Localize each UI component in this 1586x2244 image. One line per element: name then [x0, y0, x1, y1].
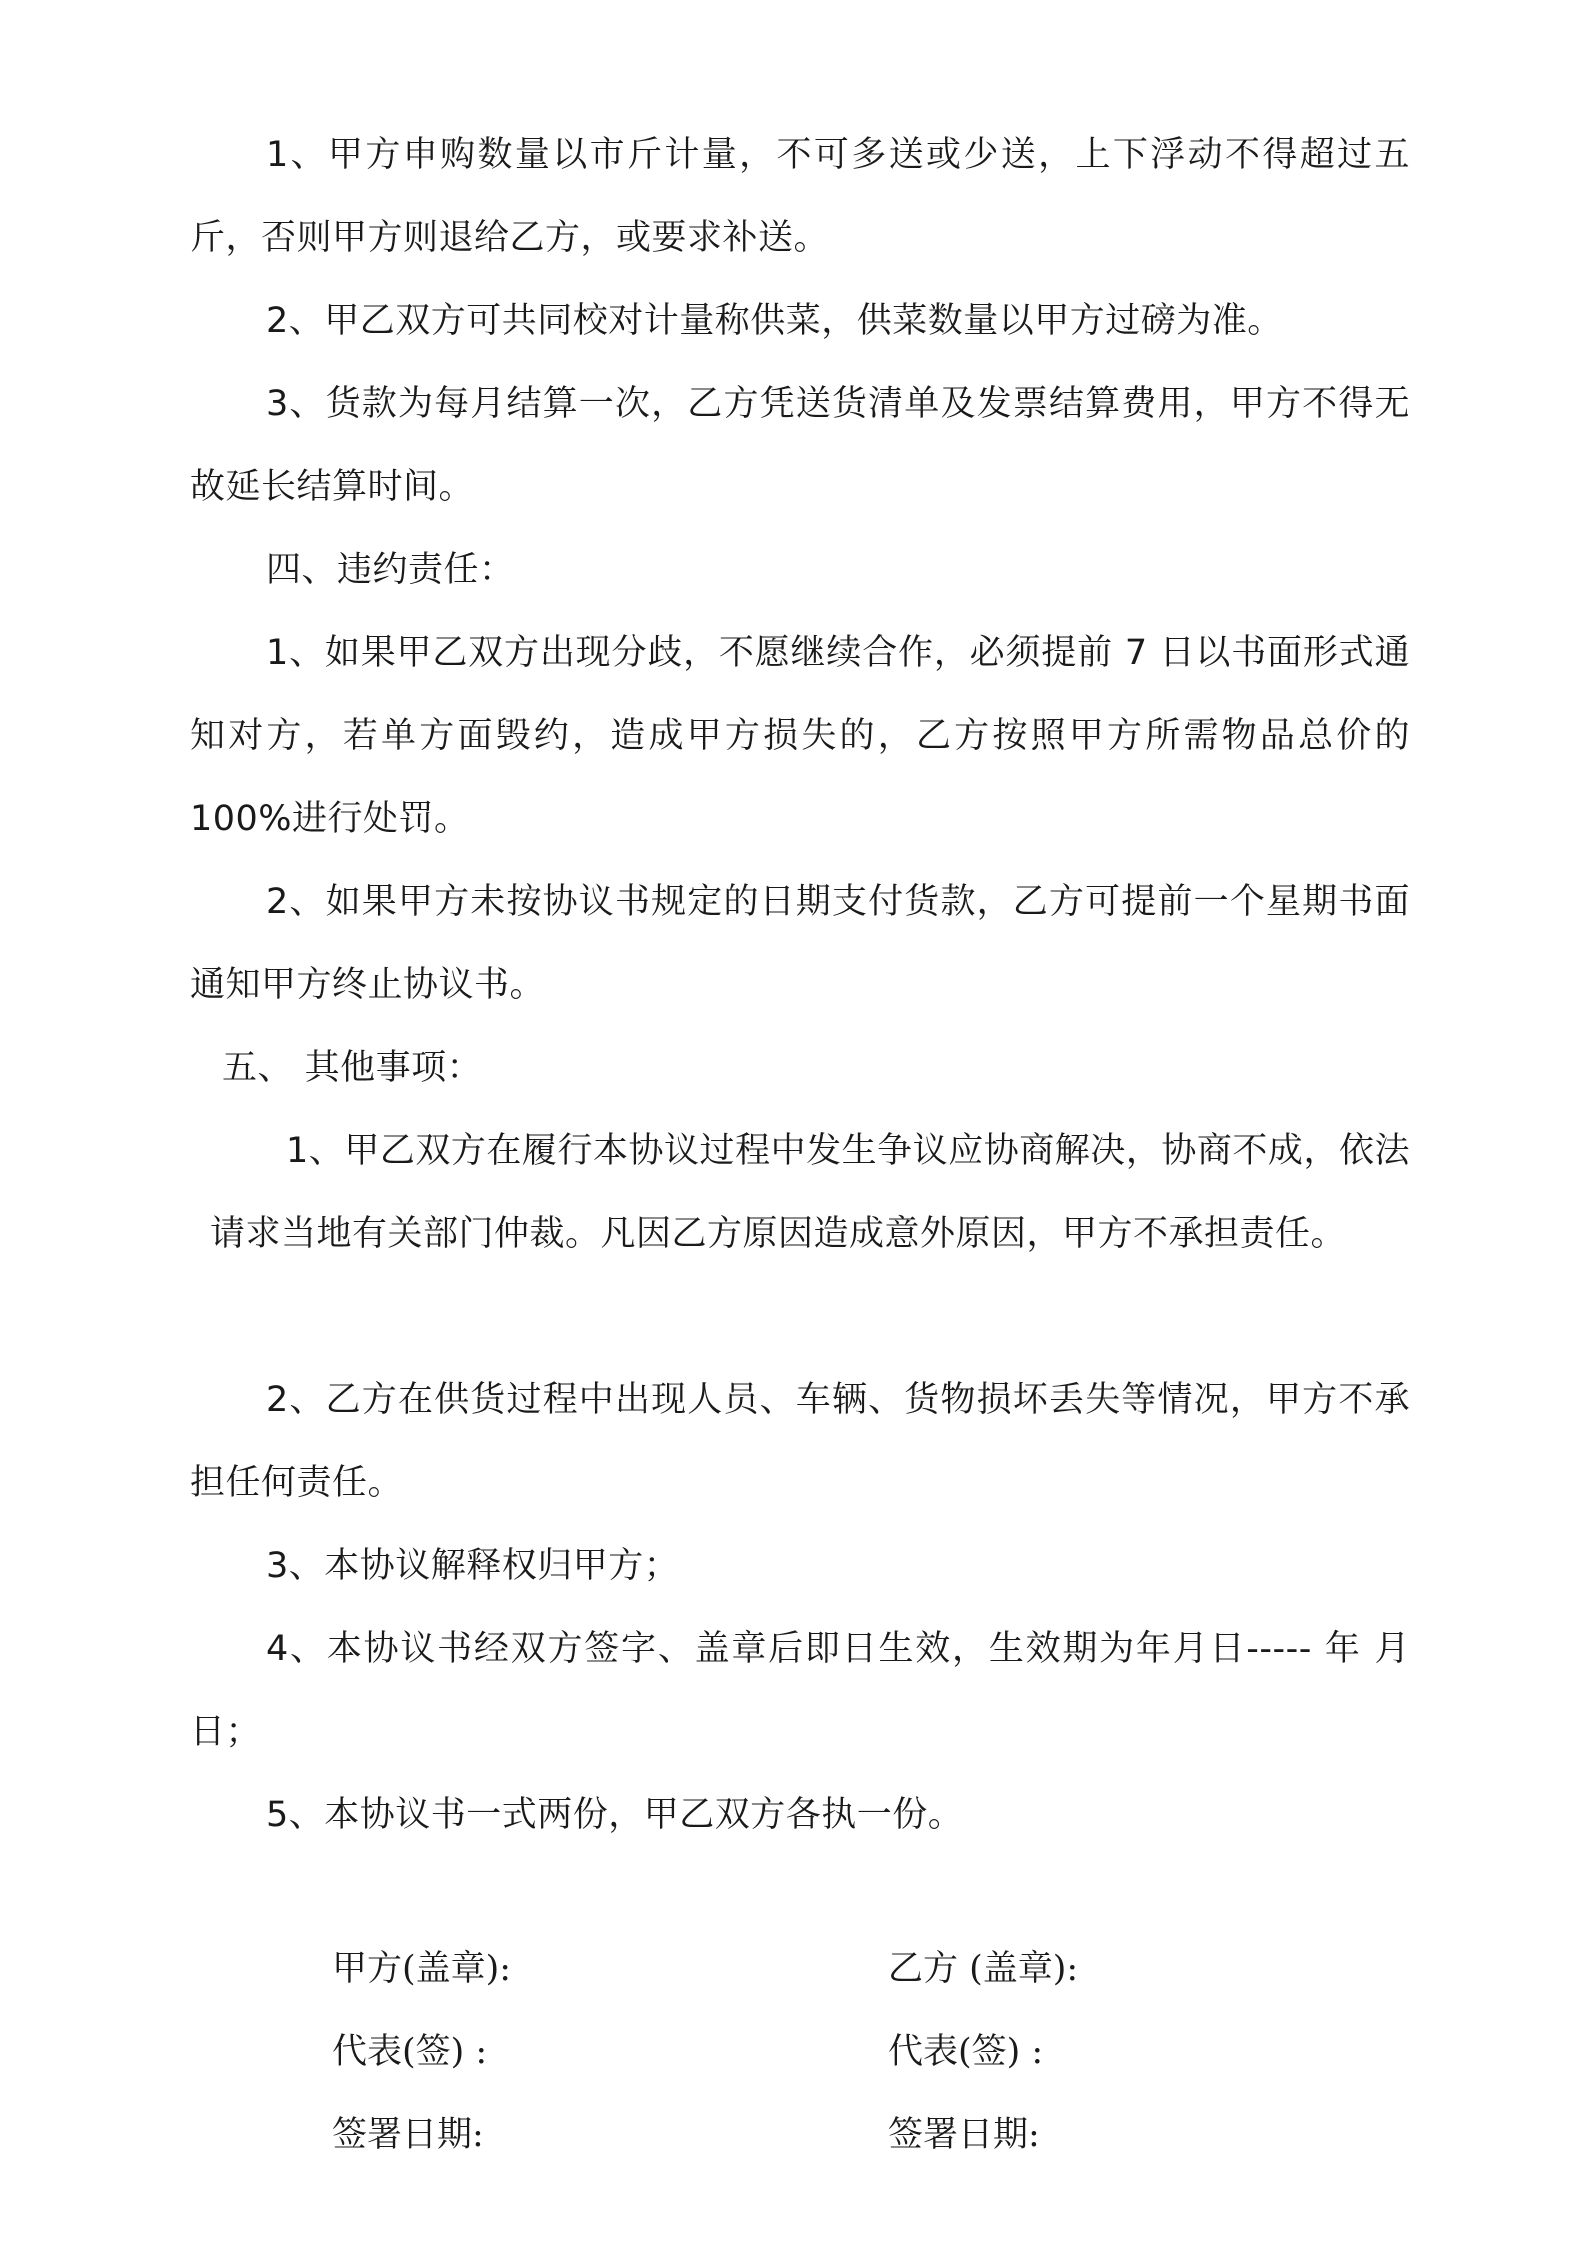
clause-3-1: 1、甲方申购数量以市斤计量，不可多送或少送，上下浮动不得超过五斤，否则甲方则退给乙方，或要求补送。: [190, 135, 1410, 258]
party-a-rep-label: 代表(签) :: [332, 2032, 488, 2072]
clause-5-3: 3、本协议解释权归甲方；: [266, 1546, 680, 1586]
party-b-rep-label: 代表(签) :: [888, 2032, 1044, 2072]
clause-5-5: 5、本协议书一式两份，甲乙双方各执一份。: [266, 1795, 964, 1835]
clause-5-1: 1、甲乙双方在履行本协议过程中发生争议应协商解决，协商不成，依法请求当地有关部门仲裁。凡因乙方原因造成意外原因，甲方不承担责任。: [210, 1131, 1410, 1254]
clause-4-1: 1、如果甲乙双方出现分歧，不愿继续合作，必须提前 7 日以书面形式通知对方，若单方面毁约，造成甲方损失的，乙方按照甲方所需物品总价的 100%进行处罚。: [190, 633, 1410, 839]
party-b-date-label: 签署日期:: [888, 2115, 1040, 2155]
section-heading-other: 五、 其他事项：: [222, 1048, 483, 1088]
clause-5-4: 4、本协议书经双方签字、盖章后即日生效，生效期为年月日----- 年 月日；: [190, 1629, 1410, 1752]
clause-3-3: 3、货款为每月结算一次，乙方凭送货清单及发票结算费用，甲方不得无故延长结算时间。: [190, 384, 1410, 507]
party-b-seal-label: 乙方 (盖章):: [888, 1949, 1079, 1989]
clause-4-2: 2、如果甲方未按协议书规定的日期支付货款，乙方可提前一个星期书面通知甲方终止协议书。: [190, 882, 1410, 1005]
section-heading-breach: 四、违约责任：: [266, 550, 515, 590]
party-a-date-label: 签署日期:: [332, 2115, 484, 2155]
clause-3-2: 2、甲乙双方可共同校对计量称供菜，供菜数量以甲方过磅为准。: [266, 301, 1283, 341]
party-a-seal-label: 甲方(盖章):: [332, 1949, 512, 1989]
clause-5-2: 2、乙方在供货过程中出现人员、车辆、货物损坏丢失等情况，甲方不承担任何责任。: [190, 1380, 1410, 1503]
